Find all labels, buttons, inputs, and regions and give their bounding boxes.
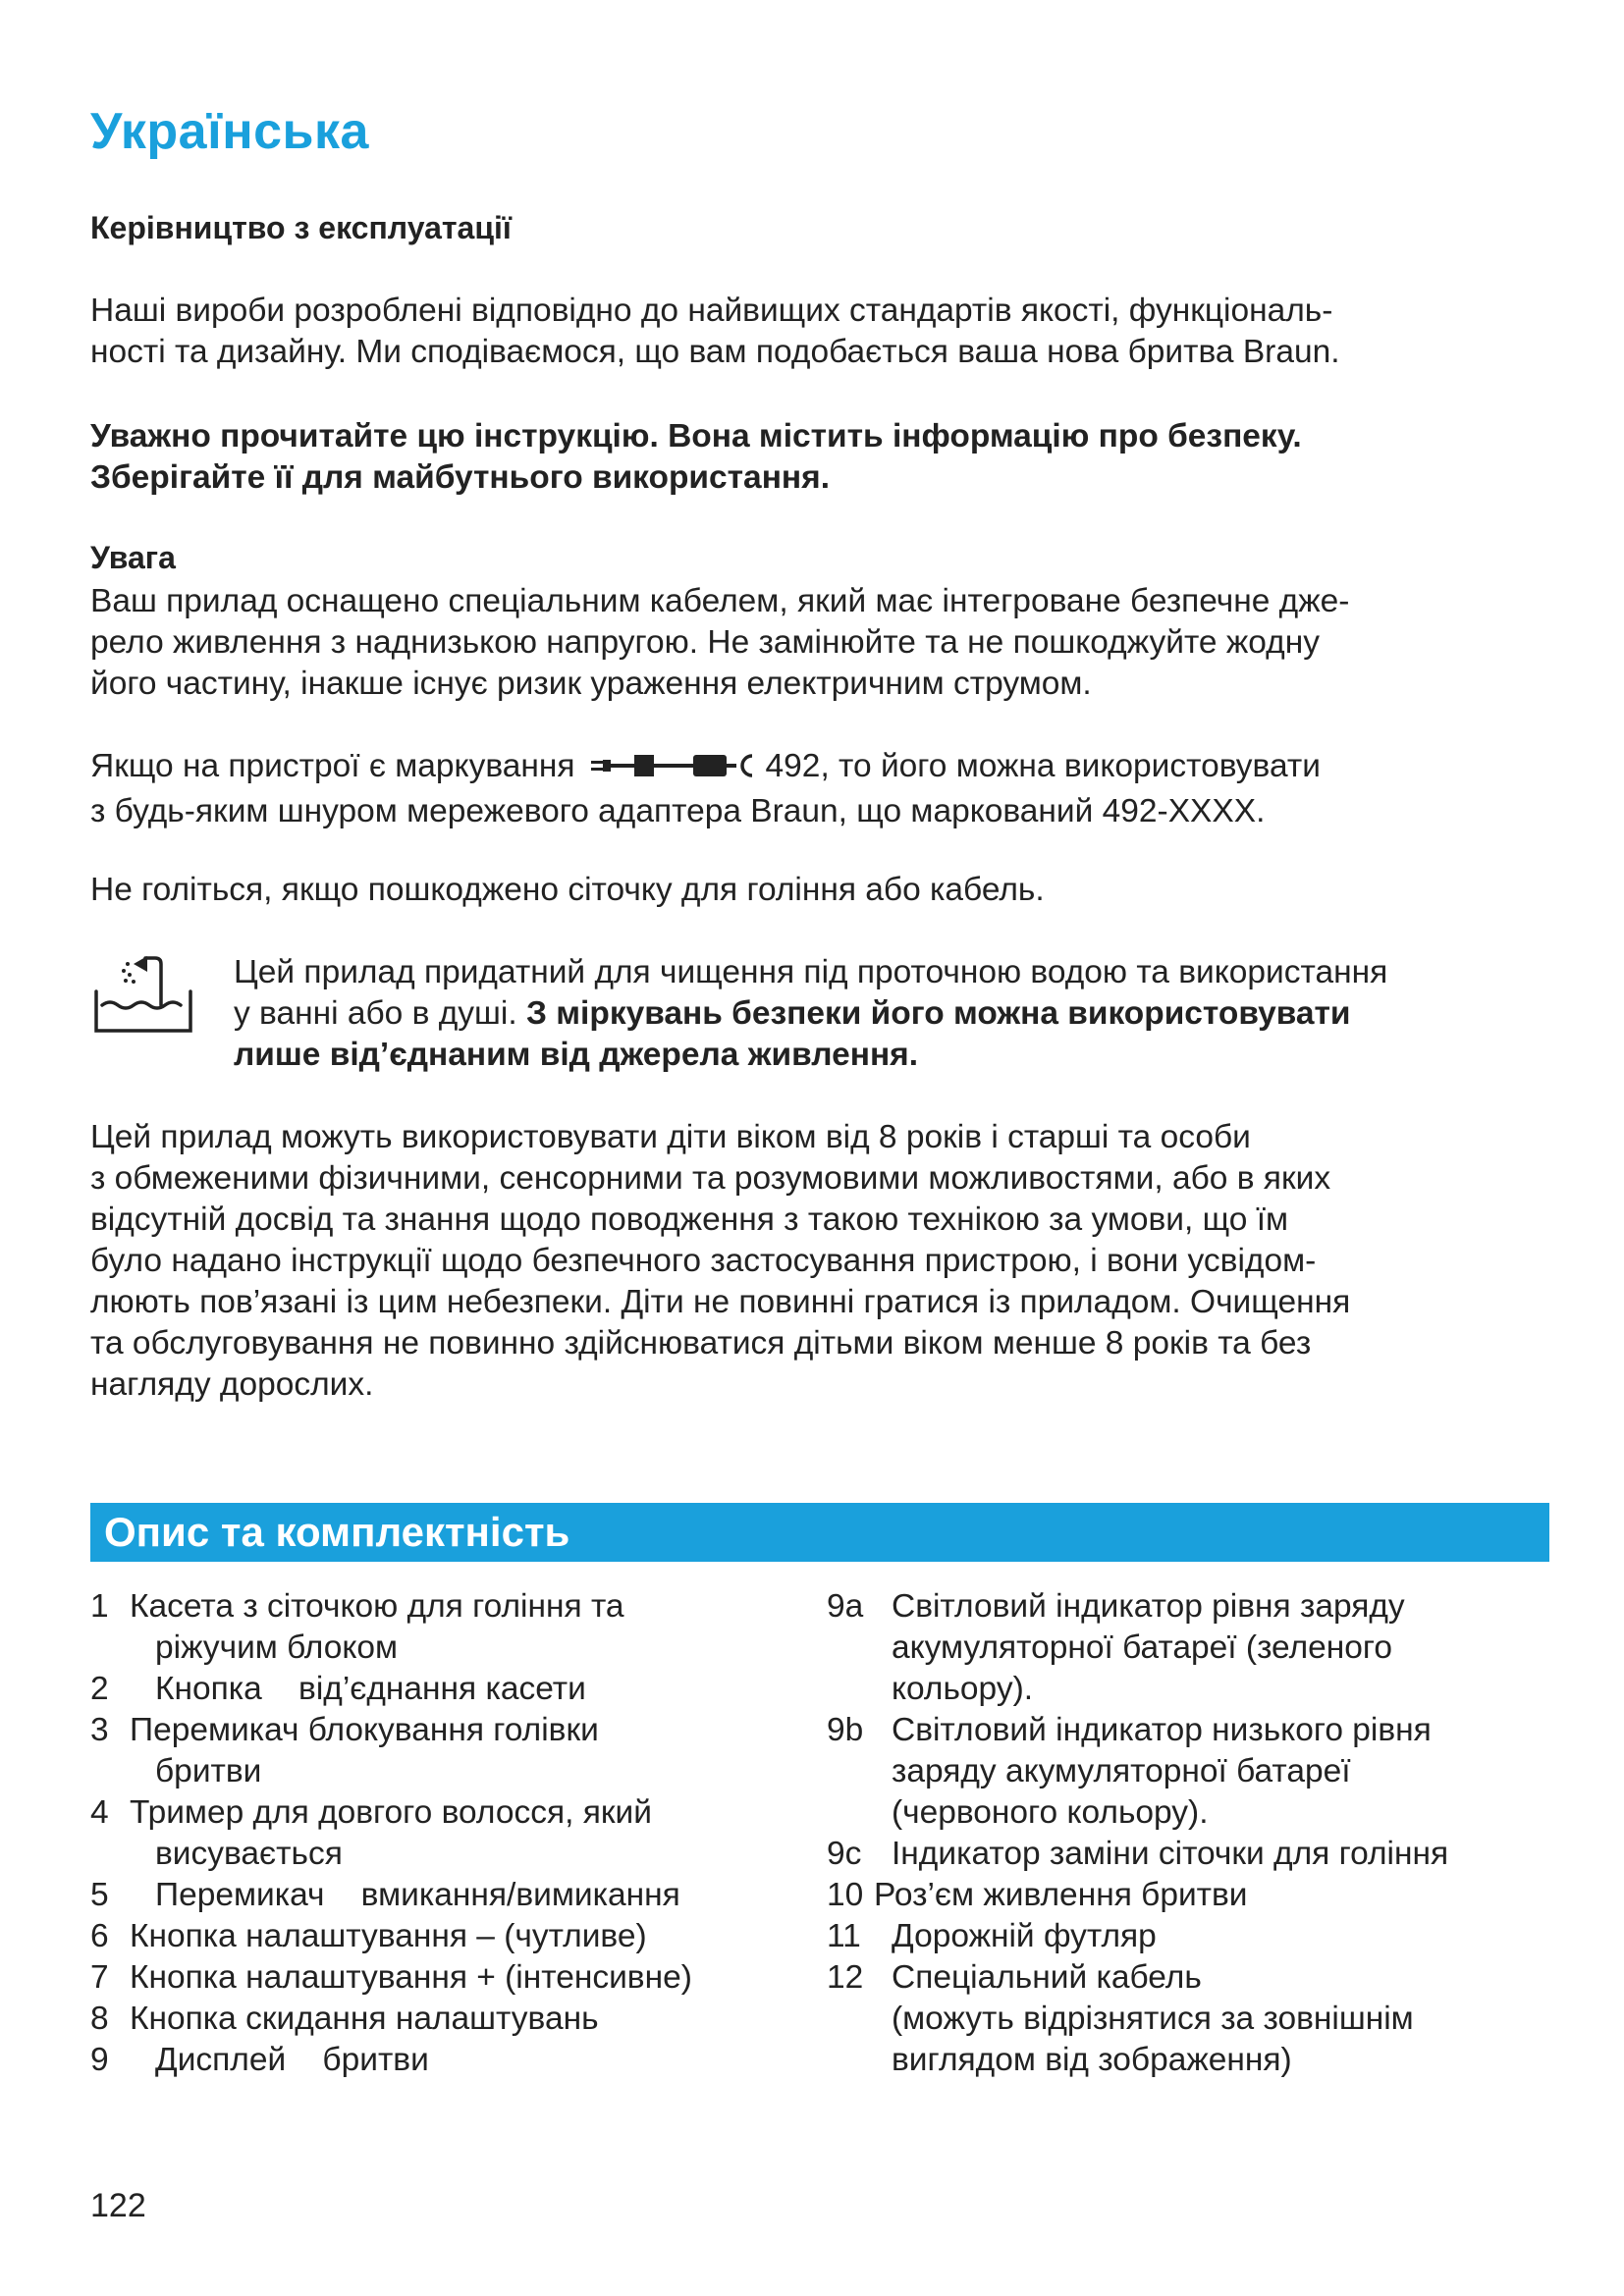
water-line-2-bold: З міркувань безпеки його можна використовувати	[525, 995, 1351, 1032]
item-number: 10	[827, 1877, 864, 1913]
water-line-3: лише від’єднаним від джерела живлення.	[234, 1037, 919, 1073]
no-shave-warning: Не голіться, якщо пошкоджено сіточку для гоління або кабель.	[90, 872, 1045, 908]
item-text: Світловий індикатор низького рівня	[892, 1712, 1432, 1748]
water-line-2-normal: у ванні або в душі.	[234, 995, 517, 1032]
cable-warning-line: Ваш прилад оснащено спеціальним кабелем, який має інтегроване безпечне дже-	[90, 583, 1350, 619]
item-text: ріжучим блоком	[155, 1629, 399, 1666]
water-line-2	[234, 993, 1559, 1035]
section-title: Опис та комплектність	[104, 1509, 570, 1555]
list-item	[90, 2040, 797, 2081]
list-item	[90, 1875, 797, 1916]
item-text: Тример для довгого волосся, який	[130, 1794, 652, 1831]
list-item	[90, 1710, 797, 1792]
marking-prefix: Якщо на пристрої є маркування	[90, 748, 575, 784]
water-line-1: Цей прилад придатний для чищення під проточною водою та використання	[234, 954, 1388, 990]
item-text: (червоного кольору).	[892, 1794, 1209, 1831]
item-number: 4	[90, 1794, 109, 1831]
children-line: люють пов’язані із цим небезпеки. Діти не повинні гратися із приладом. Очищення	[90, 1284, 1351, 1320]
item-number: 9c	[827, 1836, 862, 1872]
item-text: Світловий індикатор рівня заряду	[892, 1588, 1405, 1625]
item-number: 9b	[827, 1712, 864, 1748]
item-number: 5	[90, 1877, 109, 1913]
item-number: 9a	[827, 1588, 864, 1625]
children-line: Цей прилад можуть використовувати діти віком від 8 років і старші та особи	[90, 1119, 1251, 1155]
list-item	[827, 1586, 1563, 1710]
item-text: виглядом від зображення)	[892, 2042, 1292, 2078]
item-number: 1	[90, 1588, 109, 1625]
item-text: кольору).	[892, 1671, 1034, 1707]
item-number: 2	[90, 1671, 109, 1707]
warning-heading: Увага	[90, 540, 176, 575]
item-text: Кнопка налаштування – (чутливе)	[130, 1918, 647, 1954]
item-text: Кнопка скидання налаштувань	[130, 2001, 599, 2037]
cable-warning	[90, 581, 1553, 705]
item-text: Перемикач блокування голівки	[130, 1712, 599, 1748]
item-text: Спеціальний кабель	[892, 1959, 1202, 1996]
parts-list-left	[90, 1586, 797, 2081]
item-text: Касета з сіточкою для гоління та	[130, 1588, 624, 1625]
marking-suffix: 492, то його можна використовувати	[765, 748, 1321, 784]
marking-line-2: з будь-яким шнуром мережевого адаптера Braun, що маркований 492-XXXX.	[90, 793, 1266, 829]
cable-warning-line: його частину, інакше існує ризик ураження електричним струмом.	[90, 666, 1092, 702]
list-item	[827, 1875, 1563, 1916]
list-item	[90, 1957, 797, 1999]
list-item	[90, 1999, 797, 2040]
children-line: було надано інструкції щодо безпечного застосування пристрою, і вони усвідом-	[90, 1243, 1317, 1279]
list-item	[827, 1710, 1563, 1834]
children-line: з обмеженими фізичними, сенсорними та розумовими можливостями, або в яких	[90, 1160, 1331, 1197]
item-text: акумуляторної батареї (зеленого	[892, 1629, 1392, 1666]
list-item	[90, 1669, 797, 1710]
language-title: Українська	[90, 103, 369, 160]
item-text: Дорожній футляр	[892, 1918, 1157, 1954]
item-text: Перемикач вмикання/вимикання	[155, 1877, 680, 1913]
item-text: бритви	[155, 1753, 262, 1789]
item-number: 7	[90, 1959, 109, 1996]
item-number: 12	[827, 1959, 864, 1996]
item-number: 8	[90, 2001, 109, 2037]
parts-list-right	[827, 1586, 1563, 2081]
read-notice-line: Зберігайте її для майбутнього використання.	[90, 459, 831, 496]
marking-paragraph	[90, 746, 1553, 832]
children-line: та обслуговування не повинно здійснюватися дітьми віком менше 8 років та без	[90, 1325, 1312, 1362]
item-number: 3	[90, 1712, 109, 1748]
page-number: 122	[90, 2187, 146, 2224]
children-line: відсутній досвід та знання щодо поводження з такою технікою за умови, що їм	[90, 1201, 1289, 1238]
intro-line: ності та дизайну. Ми сподіваємося, що вам подобається ваша нова бритва Braun.	[90, 334, 1340, 370]
manual-heading: Керівництво з експлуатації	[90, 210, 512, 245]
item-text: Кнопка від’єднання касети	[155, 1671, 586, 1707]
item-text: Індикатор заміни сіточки для гоління	[892, 1836, 1449, 1872]
item-number: 6	[90, 1918, 109, 1954]
read-notice	[90, 416, 1553, 499]
item-text: Кнопка налаштування + (інтенсивне)	[130, 1959, 692, 1996]
list-item	[827, 1957, 1563, 2081]
intro-paragraph	[90, 291, 1553, 373]
water-usage-note	[234, 952, 1559, 1076]
section-header-bar	[90, 1503, 1549, 1562]
list-item	[827, 1834, 1563, 1875]
marking-line-1	[90, 746, 1553, 791]
item-text: Роз’єм живлення бритви	[874, 1877, 1248, 1913]
item-number: 11	[827, 1918, 861, 1954]
children-warning	[90, 1117, 1553, 1406]
item-number: 9	[90, 2042, 109, 2078]
list-item	[827, 1916, 1563, 1957]
list-item	[90, 1916, 797, 1957]
cable-warning-line: рело живлення з наднизькою напругою. Не замінюйте та не пошкоджуйте жодну	[90, 624, 1320, 661]
read-notice-line: Уважно прочитайте цю інструкцію. Вона містить інформацію про безпеку.	[90, 418, 1302, 454]
intro-line: Наші вироби розроблені відповідно до найвищих стандартів якості, функціональ-	[90, 293, 1333, 329]
list-item	[90, 1792, 797, 1875]
item-text: висувається	[155, 1836, 343, 1872]
item-text: Дисплей бритви	[155, 2042, 429, 2078]
bath-shower-icon	[90, 952, 196, 1041]
item-text: (можуть відрізнятися за зовнішнім	[892, 2001, 1414, 2037]
item-text: заряду акумуляторної батареї	[892, 1753, 1351, 1789]
plug-cable-symbol-icon	[589, 750, 758, 791]
list-item	[90, 1586, 797, 1669]
children-line: нагляду дорослих.	[90, 1366, 374, 1403]
